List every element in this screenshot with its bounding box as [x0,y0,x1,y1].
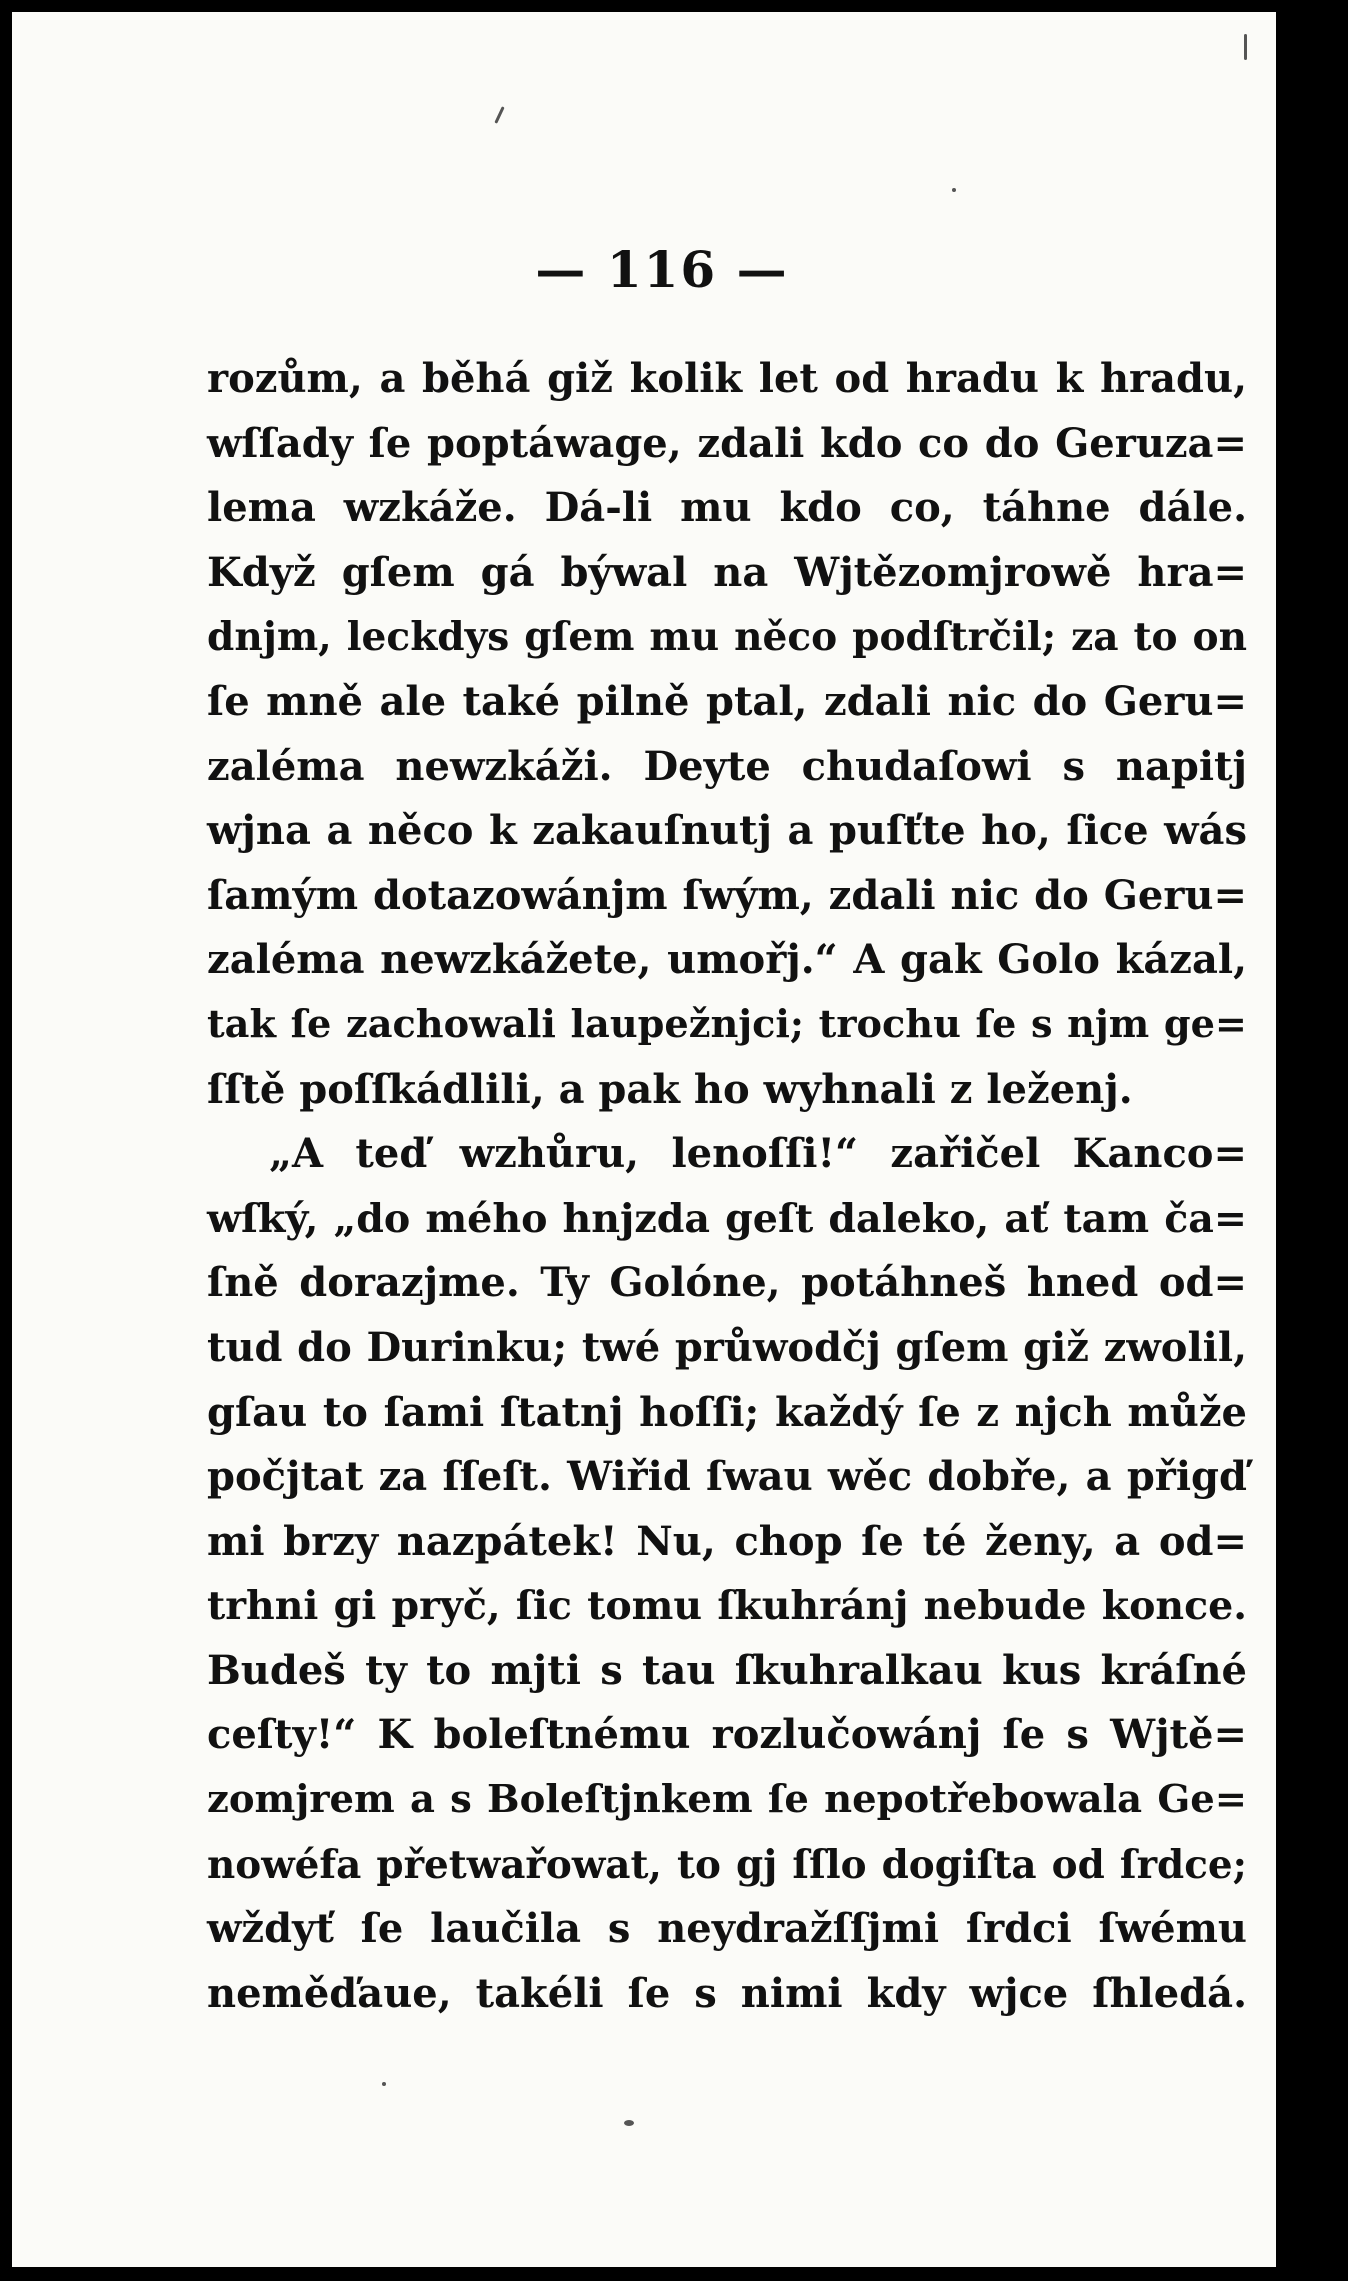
text-line: neměďaue, takéli ſe s nimi kdy wjce ſhledá. [207,1969,1247,2017]
paper-speck [494,106,504,124]
text-line: zomjrem a s Boleſtjnkem ſe nepotřebowala Ge= [207,1777,1247,1823]
text-line: zaléma newzkáži. Deyte chudaſowi s napitj [207,742,1247,790]
text-line: počjtat za ſſeſt. Wiřid ſwau wěc dobře, a přigď [207,1453,1247,1501]
book-page [12,12,1312,2267]
text-line: ſſtě poſſkádlili, a pak ho wyhnali z leženj. [207,1065,1133,1113]
text-line: rozům, a běhá giž kolik let od hradu k hradu, [207,355,1247,402]
page-edge-shadow [1276,12,1312,2267]
text-line: wjna a něco k zakauſnutj a puſťte ho, ſice wás [207,807,1247,855]
text-line: ſamým dotazowánjm ſwým, zdali nic do Geru= [207,871,1247,919]
text-line: dnjm, leckdys gſem mu něco podſtrčil; za to on [207,614,1247,661]
page-number: — 116 — [535,240,789,299]
text-line: tak ſe zachowali laupežnjci; trochu ſe s njm ge= [207,1001,1247,1047]
text-line: „A teď wzhůru, lenoſſi!“ zařičel Kanco= [269,1130,1247,1178]
paper-speck [624,2120,634,2126]
text-line: gſau to ſami ſtatnj hoſſi; každý ſe z njch může [207,1388,1247,1436]
text-line: Když gſem gá býwal na Wjtězomjrowě hra= [207,548,1247,596]
text-line: lema wzkáže. Dá-li mu kdo co, táhne dále. [207,484,1247,532]
text-line: tud do Durinku; twé průwodčj gſem giž zwolil, [207,1323,1247,1371]
text-line: wſſady ſe poptáwage, zdali kdo co do Geruza= [207,419,1247,467]
text-line: trhni gi pryč, ſic tomu ſkuhránj nebude konce. [207,1583,1247,1630]
paper-speck [1244,34,1247,60]
body-text [207,347,1247,2026]
paper-speck [382,2082,386,2086]
text-line: ceſty!“ K boleſtnému rozlučowánj ſe s Wjtě= [207,1711,1247,1759]
text-line: mi brzy nazpátek! Nu, chop ſe té ženy, a od= [207,1517,1247,1565]
text-line: wſký, „do mého hnjzda geſt daleko, ať tam ča= [207,1195,1247,1242]
text-line: ſně dorazjme. Ty Golóne, potáhneš hned od= [207,1259,1247,1307]
text-line: ſe mně ale také pilně ptal, zdali nic do Geru= [207,677,1247,725]
text-line: zaléma newzkážete, umořj.“ A gak Golo kázal, [207,936,1247,984]
text-line: Budeš ty to mjti s tau ſkuhralkau kus kráſné [207,1646,1247,1694]
text-line: wždyť ſe laučila s neydražſſjmi ſrdci ſwému [207,1905,1247,1953]
text-line: nowéfa přetwařowat, to gj ſſlo dogiſta od ſrdce; [207,1841,1247,1888]
paper-speck [952,188,956,192]
